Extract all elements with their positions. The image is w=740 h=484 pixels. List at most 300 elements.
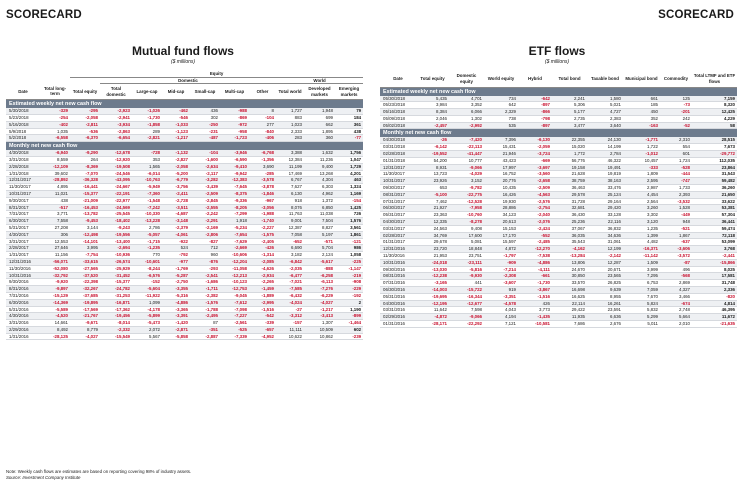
value-cell: 8,384 bbox=[416, 109, 449, 116]
value-cell: -19,695 bbox=[416, 293, 449, 300]
value-cell: -1,797 bbox=[484, 253, 518, 260]
value-cell: -7,612 bbox=[220, 299, 249, 306]
value-cell: 3,999 bbox=[623, 266, 660, 273]
table-row bbox=[380, 102, 737, 109]
value-cell: 1,724 bbox=[660, 157, 692, 164]
value-cell: -4,162 bbox=[552, 246, 587, 253]
value-cell: -8,375 bbox=[220, 190, 249, 197]
date-cell: 5/31/2016 bbox=[6, 306, 40, 313]
value-cell: -4,029 bbox=[449, 171, 484, 178]
value-cell: -3,878 bbox=[249, 184, 276, 191]
value-cell: 302 bbox=[190, 114, 220, 121]
value-cell: -1,730 bbox=[518, 280, 552, 287]
value-cell: -9,920 bbox=[40, 279, 70, 286]
date-cell: 10/31/2017 bbox=[380, 178, 416, 185]
value-cell: 57,304 bbox=[692, 212, 737, 219]
value-cell: -250 bbox=[190, 121, 220, 128]
value-cell: 264 bbox=[70, 156, 100, 163]
column-header: Date bbox=[6, 84, 40, 100]
table-row bbox=[380, 246, 737, 253]
value-cell: -22,398 bbox=[70, 279, 100, 286]
value-cell: 12,387 bbox=[276, 224, 304, 231]
value-cell: -2,117 bbox=[190, 170, 220, 177]
date-cell: 9/30/2016 bbox=[6, 279, 40, 286]
value-cell: -546 bbox=[162, 114, 190, 121]
value-cell: 1,733 bbox=[660, 185, 692, 192]
value-cell: -1,715 bbox=[132, 238, 162, 245]
value-cell: 23,751 bbox=[449, 253, 484, 260]
value-cell: -28,125 bbox=[40, 333, 70, 340]
value-cell: -2,291 bbox=[190, 218, 220, 225]
value-cell: 1,099 bbox=[132, 299, 162, 306]
value-cell: -4,027 bbox=[304, 299, 335, 306]
value-cell: -12,238 bbox=[416, 273, 449, 280]
value-cell: -339 bbox=[249, 320, 276, 327]
value-cell: -2,509 bbox=[518, 185, 552, 192]
value-cell: 2,010 bbox=[660, 321, 692, 328]
value-cell: -652 bbox=[276, 238, 304, 245]
value-cell: -25,929 bbox=[100, 265, 132, 272]
value-cell: 36,035 bbox=[552, 232, 587, 239]
date-cell: 4/30/2017 bbox=[6, 231, 40, 238]
value-cell: 17,469 bbox=[276, 170, 304, 177]
value-cell: -9,243 bbox=[100, 224, 132, 231]
value-cell: 15,431 bbox=[484, 144, 518, 151]
value-cell: -351 bbox=[190, 326, 220, 333]
value-cell: 4,304 bbox=[304, 177, 335, 184]
value-cell: -536 bbox=[70, 128, 100, 135]
value-cell: 3,771 bbox=[40, 211, 70, 218]
value-cell: 5,824 bbox=[623, 300, 660, 307]
value-cell: 10,509 bbox=[304, 326, 335, 333]
table-row bbox=[6, 163, 363, 170]
value-cell: 6,767 bbox=[276, 177, 304, 184]
value-cell: -2,923 bbox=[100, 108, 132, 114]
value-cell: 53,099 bbox=[692, 239, 737, 246]
value-cell: 7,558 bbox=[40, 218, 70, 225]
value-cell: 10,435 bbox=[484, 185, 518, 192]
column-header: Total equity bbox=[416, 71, 449, 87]
value-cell: 1,047 bbox=[335, 156, 363, 163]
column-header: Municipal bond bbox=[623, 71, 660, 87]
value-cell: 18,848 bbox=[449, 246, 484, 253]
value-cell: -219 bbox=[335, 272, 363, 279]
value-cell: -1,846 bbox=[249, 190, 276, 197]
value-cell: 15,153 bbox=[484, 225, 518, 232]
value-cell: 16,698 bbox=[552, 287, 587, 294]
value-cell: 21,650 bbox=[692, 191, 737, 198]
value-cell: 30,850 bbox=[552, 273, 587, 280]
value-cell: -820 bbox=[692, 293, 737, 300]
value-cell: -12,195 bbox=[416, 300, 449, 307]
table-row bbox=[6, 333, 363, 340]
value-cell: 1,169 bbox=[335, 190, 363, 197]
value-cell: -9,336 bbox=[220, 197, 249, 204]
value-cell: -2,495 bbox=[190, 313, 220, 320]
value-cell: -7,299 bbox=[220, 211, 249, 218]
value-cell: -19,456 bbox=[100, 313, 132, 320]
value-cell: 54,200 bbox=[416, 157, 449, 164]
value-cell: -6,576 bbox=[132, 272, 162, 279]
value-cell: -402 bbox=[40, 121, 70, 128]
value-cell: -29,772 bbox=[692, 151, 737, 158]
value-cell: -239 bbox=[335, 333, 363, 340]
value-cell: 21,628 bbox=[552, 171, 587, 178]
value-cell: 14,661 bbox=[40, 320, 70, 327]
value-cell: -152 bbox=[132, 279, 162, 286]
value-cell: -7,021 bbox=[276, 279, 304, 286]
value-cell: 726 bbox=[335, 211, 363, 218]
value-cell: -24,546 bbox=[100, 170, 132, 177]
table-row bbox=[380, 109, 737, 116]
value-cell: 4,201 bbox=[335, 170, 363, 177]
value-cell: -4,578 bbox=[484, 300, 518, 307]
date-cell: 03/31/2017 bbox=[380, 225, 416, 232]
value-cell: 1,509 bbox=[623, 259, 660, 266]
value-cell: 3,120 bbox=[623, 219, 660, 226]
value-cell: 17,170 bbox=[484, 232, 518, 239]
value-cell: -7,538 bbox=[518, 253, 552, 260]
value-cell: 2,676 bbox=[587, 321, 623, 328]
value-cell: -31,452 bbox=[100, 272, 132, 279]
value-cell: -1,217 bbox=[162, 135, 190, 142]
table-row bbox=[6, 286, 363, 293]
value-cell: -1,132 bbox=[162, 150, 190, 156]
value-cell: -4,111 bbox=[518, 266, 552, 273]
value-cell: 1,948 bbox=[304, 108, 335, 114]
value-cell: -1,548 bbox=[132, 197, 162, 204]
value-cell: 11,111 bbox=[276, 326, 304, 333]
value-cell: -1,459 bbox=[249, 286, 276, 293]
date-cell: 5/31/2017 bbox=[6, 224, 40, 231]
value-cell: -37,520 bbox=[70, 272, 100, 279]
value-cell: -2,405 bbox=[249, 238, 276, 245]
value-cell: -2,561 bbox=[220, 320, 249, 327]
date-cell: 6/30/2016 bbox=[6, 299, 40, 306]
value-cell: -2,811 bbox=[70, 121, 100, 128]
value-cell: -840 bbox=[249, 128, 276, 135]
date-cell: 5/9/2018 bbox=[6, 128, 40, 135]
value-cell: -11,922 bbox=[132, 292, 162, 299]
value-cell: 72,118 bbox=[692, 232, 737, 239]
value-cell: -7,585 bbox=[276, 286, 304, 293]
value-cell: 24,130 bbox=[587, 137, 623, 143]
value-cell: 20,671 bbox=[587, 266, 623, 273]
table-row bbox=[6, 121, 363, 128]
value-cell: -1,464 bbox=[335, 320, 363, 327]
value-cell: 4,701 bbox=[449, 96, 484, 102]
date-cell: 04/30/2016 bbox=[380, 300, 416, 307]
table-row bbox=[6, 238, 363, 245]
world-group-header: World bbox=[276, 77, 363, 84]
value-cell: -15,722 bbox=[449, 287, 484, 294]
value-cell: 242 bbox=[660, 115, 692, 122]
value-cell: -12,213 bbox=[220, 272, 249, 279]
table-row bbox=[6, 190, 363, 197]
value-cell: 31,543 bbox=[692, 171, 737, 178]
value-cell: 12,384 bbox=[276, 156, 304, 163]
value-cell: -22,775 bbox=[449, 191, 484, 198]
value-cell: -56,071 bbox=[40, 258, 70, 265]
value-cell: -1,771 bbox=[623, 137, 660, 143]
value-cell: 10,622 bbox=[276, 333, 304, 340]
date-cell: 01/31/2016 bbox=[380, 321, 416, 328]
date-cell: 11/30/2016 bbox=[6, 265, 40, 272]
value-cell: -2,142 bbox=[587, 253, 623, 260]
table-row bbox=[6, 135, 363, 142]
value-cell: 3,260 bbox=[623, 205, 660, 212]
date-cell: 5/16/2018 bbox=[6, 121, 40, 128]
value-cell: -908 bbox=[335, 279, 363, 286]
value-cell: -6,842 bbox=[276, 258, 304, 265]
value-cell: -5,200 bbox=[162, 170, 190, 177]
table-row bbox=[6, 170, 363, 177]
value-cell: 11,672 bbox=[692, 314, 737, 321]
value-cell: 1,918 bbox=[220, 218, 249, 225]
value-cell: -3,413 bbox=[304, 313, 335, 320]
value-cell: -14,101 bbox=[70, 238, 100, 245]
value-cell: -3,355 bbox=[162, 286, 190, 293]
table-row bbox=[6, 218, 363, 225]
table-row bbox=[380, 253, 737, 260]
value-cell: 11,763 bbox=[276, 211, 304, 218]
table-row bbox=[380, 259, 737, 266]
value-cell: -7,276 bbox=[304, 286, 335, 293]
value-cell: -21,009 bbox=[70, 197, 100, 204]
value-cell: 5,011 bbox=[623, 321, 660, 328]
value-cell: 7,504 bbox=[304, 218, 335, 225]
value-cell: -14,003 bbox=[416, 287, 449, 294]
value-cell: -977 bbox=[162, 258, 190, 265]
value-cell: -6,590 bbox=[220, 156, 249, 163]
value-cell: -15,377 bbox=[70, 190, 100, 197]
value-cell: -7,645 bbox=[220, 184, 249, 191]
value-cell: 5,081 bbox=[449, 239, 484, 246]
value-cell: -3,282 bbox=[190, 177, 220, 184]
value-cell: -254 bbox=[40, 114, 70, 121]
value-cell: -967 bbox=[249, 197, 276, 204]
value-cell: 3,995 bbox=[70, 245, 100, 252]
value-cell: 5,021 bbox=[587, 102, 623, 109]
column-header: World equity bbox=[484, 71, 518, 87]
date-cell: 05/31/2017 bbox=[380, 212, 416, 219]
value-cell: -5,816 bbox=[449, 266, 484, 273]
value-cell: 79 bbox=[335, 108, 363, 114]
value-cell: -2,863 bbox=[100, 128, 132, 135]
value-cell: 8,025 bbox=[692, 266, 737, 273]
mutual-fund-subtitle: ($ millions) bbox=[170, 59, 196, 65]
date-cell: 3/31/2017 bbox=[6, 238, 40, 245]
value-cell: -6,654 bbox=[100, 135, 132, 142]
value-cell: -26,574 bbox=[100, 258, 132, 265]
value-cell: 7,121 bbox=[484, 321, 518, 328]
value-cell: -3,606 bbox=[660, 246, 692, 253]
table-row bbox=[6, 306, 363, 313]
value-cell: 1,324 bbox=[335, 184, 363, 191]
value-cell: -6,258 bbox=[304, 272, 335, 279]
value-cell: -3,578 bbox=[249, 177, 276, 184]
value-cell: 11,935 bbox=[552, 314, 587, 321]
value-cell: -12,920 bbox=[100, 156, 132, 163]
value-cell: 2,595 bbox=[623, 178, 660, 185]
value-cell: 2,987 bbox=[623, 185, 660, 192]
date-cell: 03/31/2016 bbox=[380, 307, 416, 314]
value-cell: 38,759 bbox=[552, 178, 587, 185]
value-cell: 53,381 bbox=[692, 205, 737, 212]
value-cell: -7,629 bbox=[220, 238, 249, 245]
table-row bbox=[380, 144, 737, 151]
value-cell: -1,516 bbox=[518, 293, 552, 300]
value-cell: 21,946 bbox=[484, 151, 518, 158]
value-cell: -2,379 bbox=[162, 224, 190, 231]
value-cell: 2,333 bbox=[276, 128, 304, 135]
value-cell: -13,030 bbox=[416, 266, 449, 273]
value-cell: 11,156 bbox=[40, 252, 70, 259]
date-cell: 2/29/2016 bbox=[6, 326, 40, 333]
value-cell: -2,169 bbox=[190, 224, 220, 231]
table-row bbox=[6, 252, 363, 259]
value-cell: 3,477 bbox=[552, 122, 587, 129]
weekly-note: Note: Weekly cash flows are estimates are based on reporting covering 98% of industry assets. bbox=[6, 469, 192, 474]
value-cell: 1,576 bbox=[335, 218, 363, 225]
value-cell: -922 bbox=[162, 238, 190, 245]
value-cell: 426 bbox=[518, 300, 552, 307]
value-cell: -406 bbox=[249, 135, 276, 142]
value-cell: -13,228 bbox=[132, 218, 162, 225]
value-cell: -73 bbox=[660, 102, 692, 109]
value-cell: -52 bbox=[660, 122, 692, 129]
column-header: Total domestic bbox=[100, 84, 132, 100]
value-cell: -24,667 bbox=[100, 184, 132, 191]
value-cell: 19,930 bbox=[484, 198, 518, 205]
value-cell: -6,768 bbox=[249, 150, 276, 156]
value-cell: -16,371 bbox=[623, 246, 660, 253]
date-cell: 04/30/2018 bbox=[380, 137, 416, 143]
value-cell: -1,314 bbox=[249, 252, 276, 259]
value-cell: -449 bbox=[660, 212, 692, 219]
value-cell: -13,782 bbox=[70, 211, 100, 218]
value-cell: 712 bbox=[190, 245, 220, 252]
value-cell: 8,320 bbox=[692, 102, 737, 109]
table-row bbox=[380, 212, 737, 219]
value-cell: 7,396 bbox=[484, 137, 518, 143]
value-cell: -3,607 bbox=[484, 280, 518, 287]
value-cell: 4,962 bbox=[304, 190, 335, 197]
value-cell: -5,858 bbox=[162, 333, 190, 340]
date-cell: 07/31/2017 bbox=[380, 198, 416, 205]
value-cell: -16,871 bbox=[100, 299, 132, 306]
value-cell: 13,723 bbox=[416, 171, 449, 178]
value-cell: 535 bbox=[484, 122, 518, 129]
value-cell: -14,369 bbox=[40, 299, 70, 306]
date-cell: 05/30/2018 bbox=[380, 96, 416, 102]
value-cell: -104 bbox=[190, 150, 220, 156]
value-cell: -27 bbox=[276, 306, 304, 313]
date-cell: 8/31/2017 bbox=[6, 204, 40, 211]
table-row bbox=[6, 128, 363, 135]
value-cell: -899 bbox=[335, 313, 363, 320]
value-cell: -517 bbox=[40, 204, 70, 211]
value-cell: -6,113 bbox=[304, 279, 335, 286]
value-cell: -3,351 bbox=[484, 293, 518, 300]
value-cell: 5,306 bbox=[552, 102, 587, 109]
value-cell: -18,402 bbox=[100, 218, 132, 225]
value-cell: -1,033 bbox=[162, 121, 190, 128]
date-cell: 7/31/2017 bbox=[6, 211, 40, 218]
value-cell: 33,476 bbox=[587, 185, 623, 192]
value-cell: -10,123 bbox=[220, 279, 249, 286]
value-cell: -3,165 bbox=[416, 280, 449, 287]
value-cell: -12,528 bbox=[449, 198, 484, 205]
date-cell: 6/30/2017 bbox=[6, 218, 40, 225]
value-cell: 441 bbox=[449, 280, 484, 287]
value-cell: 12,553 bbox=[40, 238, 70, 245]
value-cell: 9,639 bbox=[587, 287, 623, 294]
value-cell: -3,312 bbox=[276, 313, 304, 320]
value-cell: -24,782 bbox=[100, 286, 132, 293]
table-row bbox=[6, 265, 363, 272]
value-cell: -293 bbox=[190, 265, 220, 272]
value-cell: 9,001 bbox=[276, 218, 304, 225]
value-cell: 87 bbox=[190, 320, 220, 327]
date-cell: 9/30/2017 bbox=[6, 197, 40, 204]
value-cell: -9,045 bbox=[220, 292, 249, 299]
value-cell: -3,532 bbox=[660, 198, 692, 205]
value-cell: -10,330 bbox=[132, 211, 162, 218]
table-row bbox=[380, 266, 737, 273]
value-cell: -6,370 bbox=[70, 135, 100, 142]
value-cell: 2,786 bbox=[132, 224, 162, 231]
date-cell: 08/31/2016 bbox=[380, 273, 416, 280]
value-cell: 662 bbox=[304, 121, 335, 128]
value-cell: -2,934 bbox=[249, 272, 276, 279]
column-header: Multi-cap bbox=[220, 84, 249, 100]
value-cell: -43,095 bbox=[100, 177, 132, 184]
footnotes bbox=[6, 469, 191, 480]
value-cell: 7,058 bbox=[276, 231, 304, 238]
value-cell: 36,441 bbox=[692, 219, 737, 226]
table-row bbox=[380, 122, 737, 129]
value-cell: 2,383 bbox=[587, 115, 623, 122]
value-cell: -6,014 bbox=[132, 170, 162, 177]
value-cell: -12,109 bbox=[40, 163, 70, 170]
table-row bbox=[380, 314, 737, 321]
value-cell: 1,035 bbox=[40, 128, 70, 135]
section-label: Monthly net new cash flow bbox=[6, 142, 363, 151]
value-cell: 6,690 bbox=[276, 245, 304, 252]
value-cell: -10,601 bbox=[132, 258, 162, 265]
value-cell: -528 bbox=[660, 164, 692, 171]
value-cell: 8,076 bbox=[276, 204, 304, 211]
value-cell: -9,066 bbox=[449, 164, 484, 171]
value-cell: -4,563 bbox=[518, 191, 552, 198]
value-cell: -329 bbox=[40, 108, 70, 114]
table-row bbox=[380, 300, 737, 307]
value-cell: -201 bbox=[660, 109, 692, 116]
value-cell: 1,565 bbox=[132, 163, 162, 170]
value-cell: 36,463 bbox=[552, 185, 587, 192]
value-cell: -2,040 bbox=[518, 212, 552, 219]
value-cell: -52,080 bbox=[40, 265, 70, 272]
value-cell: 13,268 bbox=[304, 170, 335, 177]
value-cell: 960 bbox=[190, 252, 220, 259]
table-row bbox=[6, 177, 363, 184]
value-cell: -1,858 bbox=[132, 121, 162, 128]
value-cell: -15,377 bbox=[100, 279, 132, 286]
value-cell: 738 bbox=[484, 115, 518, 122]
date-cell: 7/31/2016 bbox=[6, 292, 40, 299]
value-cell: 5,197 bbox=[304, 231, 335, 238]
